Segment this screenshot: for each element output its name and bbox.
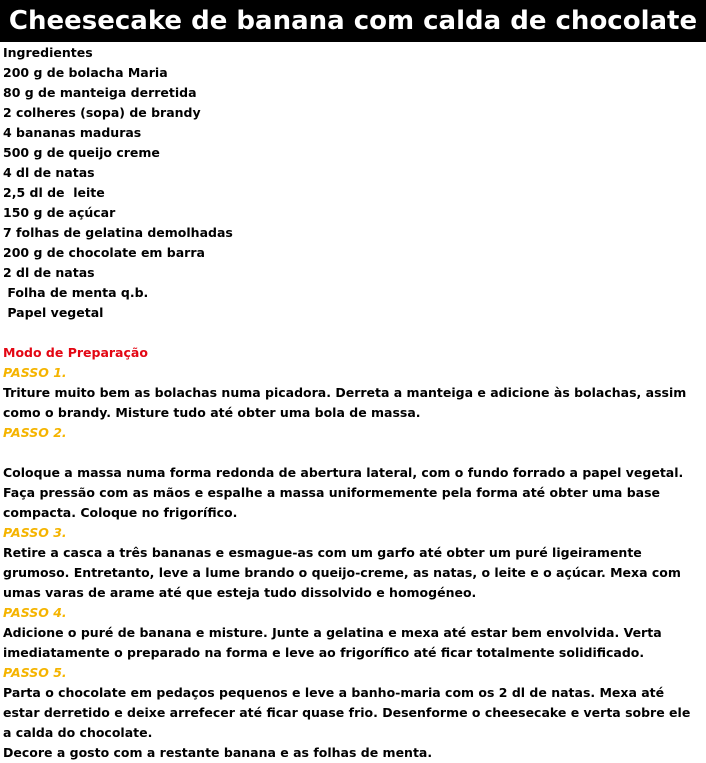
step-label: PASSO 5. [3, 665, 67, 680]
closing-note: Decore a gosto com a restante banana e as folhas de menta. [3, 745, 433, 760]
step-label: PASSO 3. [3, 525, 67, 540]
step-text: Coloque a massa numa forma redonda de abertura lateral, com o fundo forrado a papel vegetal. Faça pressão com as mãos e espalhe a massa uniformemente pela forma até obter uma base compacta. Coloque no frigorífico. [3, 465, 684, 520]
ingredient-item: 4 bananas maduras [3, 125, 142, 140]
ingredients-heading: Ingredientes [3, 45, 93, 60]
ingredient-item: 2 dl de natas [3, 265, 95, 280]
ingredient-item: 200 g de bolacha Maria [3, 65, 168, 80]
step-text: Triture muito bem as bolachas numa picadora. Derreta a manteiga e adicione às bolachas, assim como o brandy. Misture tudo até obter uma bola de massa. [3, 385, 687, 420]
ingredient-item: 4 dl de natas [3, 165, 95, 180]
ingredient-item: 2,5 dl de leite [3, 185, 105, 200]
step-text: Parta o chocolate em pedaços pequenos e leve a banho-maria com os 2 dl de natas. Mexa até estar derretido e deixe arrefecer até ficar quase frio. Desenforme o cheesecake e verta sobre ele a calda do chocolate. [3, 685, 691, 740]
ingredient-item: 150 g de açúcar [3, 205, 116, 220]
ingredient-item: Folha de menta q.b. [3, 285, 149, 300]
ingredient-item: 2 colheres (sopa) de brandy [3, 105, 201, 120]
ingredient-item: 7 folhas de gelatina demolhadas [3, 225, 233, 240]
ingredients-list [3, 63, 703, 323]
ingredient-item: 500 g de queijo creme [3, 145, 160, 160]
ingredient-item: 200 g de chocolate em barra [3, 245, 205, 260]
step-label: PASSO 1. [3, 365, 67, 380]
method-heading: Modo de Preparação [3, 345, 148, 360]
ingredient-item: 80 g de manteiga derretida [3, 85, 197, 100]
step-text: Retire a casca a três bananas e esmague-as com um garfo até obter um puré ligeiramente grumoso. Entretanto, leve a lume brando o queijo-creme, as natas, o leite e o açúcar. Mexa com umas varas de arame até que esteja tudo dissolvido e homogéneo. [3, 545, 681, 600]
recipe-title: Cheesecake de banana com calda de chocolate [0, 0, 706, 42]
step-label: PASSO 2. [3, 425, 67, 440]
recipe-body [3, 43, 703, 763]
ingredient-item: Papel vegetal [3, 305, 104, 320]
spacer [3, 443, 703, 463]
step-text: Adicione o puré de banana e misture. Junte a gelatina e mexa até estar bem envolvida. Verta imediatamente o preparado na forma e leve ao frigorífico até ficar totalmente solidificado. [3, 625, 662, 660]
step-label: PASSO 4. [3, 605, 67, 620]
spacer [3, 323, 703, 343]
